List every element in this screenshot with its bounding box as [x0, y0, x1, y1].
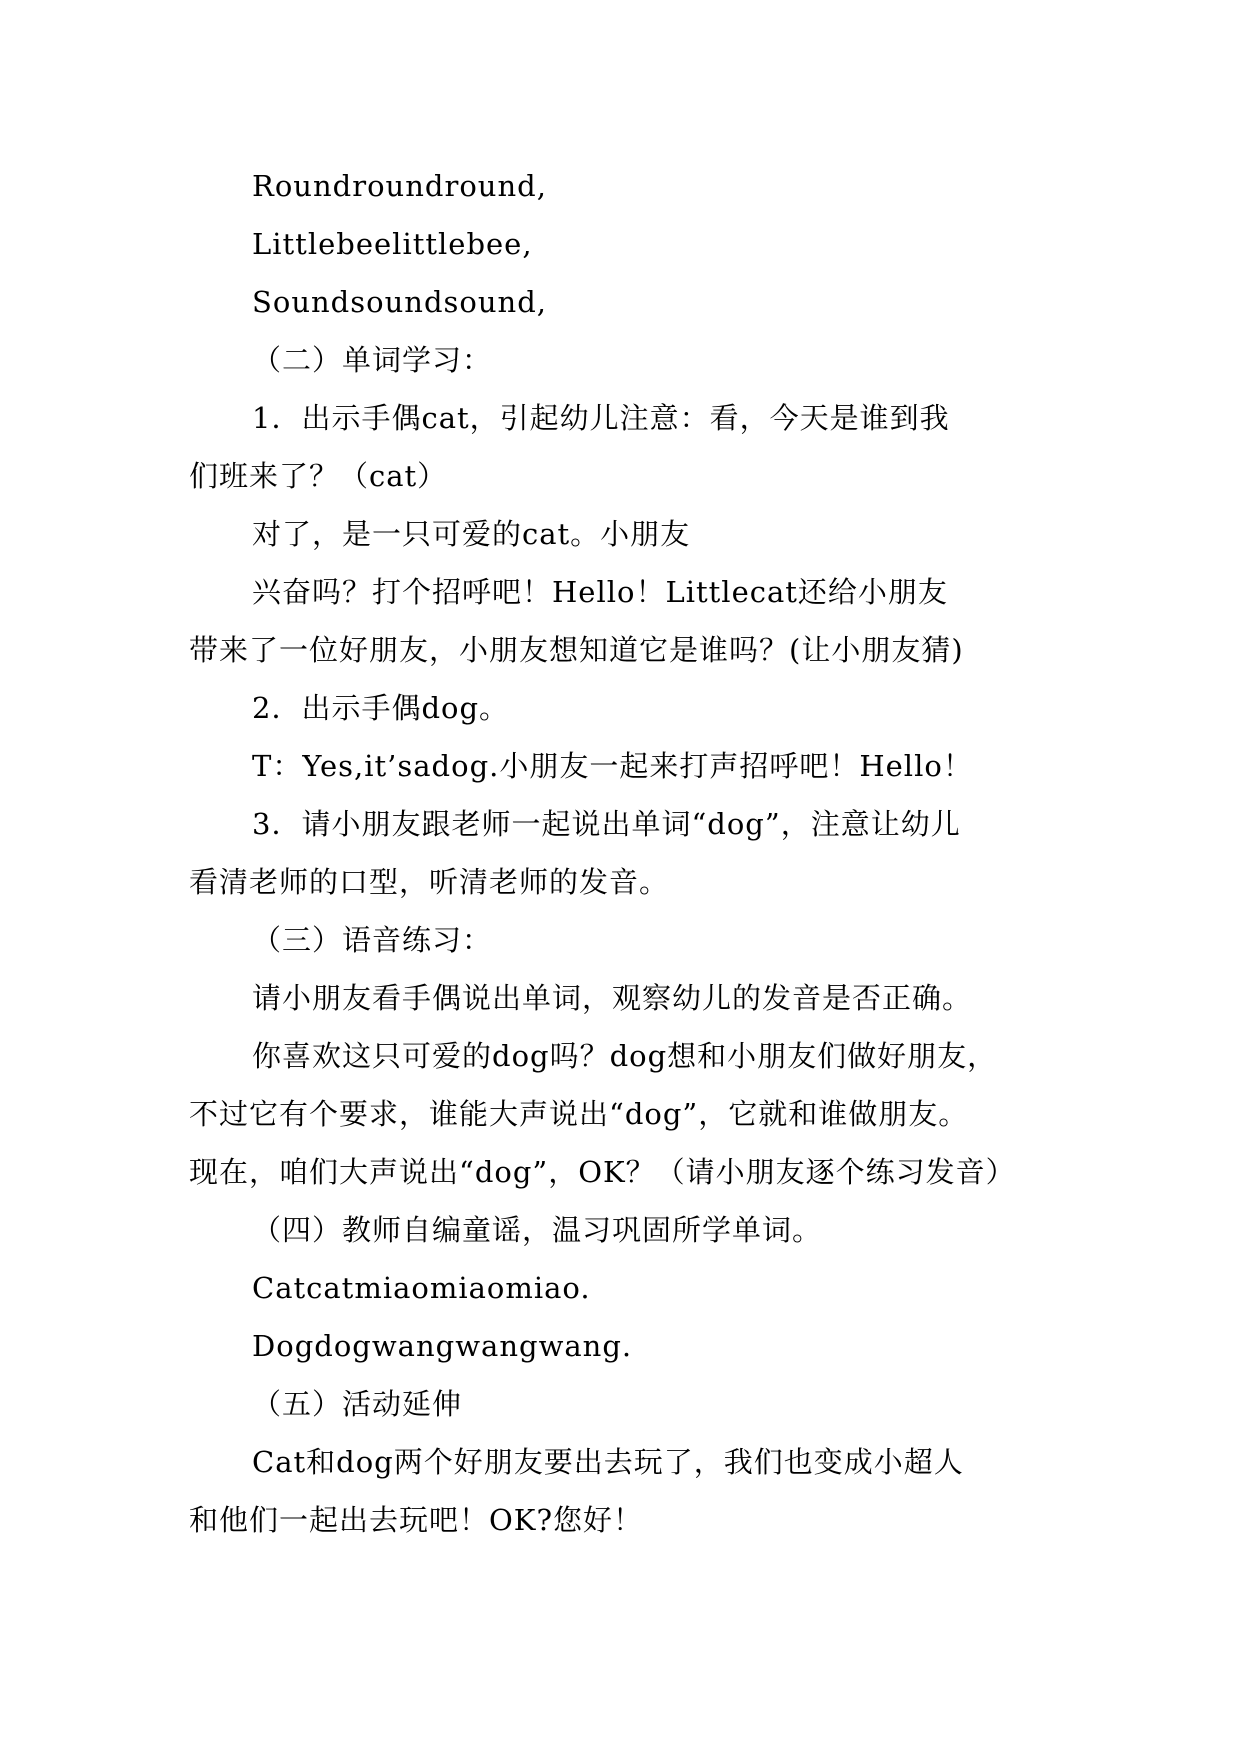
- paragraph-line: Catcatmiaomiaomiao.: [252, 1271, 591, 1305]
- paragraph-line: 1．出示手偶cat，引起幼儿注意：看，今天是谁到我: [252, 401, 950, 435]
- paragraph-line: 2．出示手偶dog。: [252, 691, 510, 725]
- paragraph-line: Littlebeelittlebee,: [252, 227, 533, 261]
- section-heading: （三）语音练习：: [252, 923, 493, 957]
- paragraph-line: 带来了一位好朋友，小朋友想知道它是谁吗？(让小朋友猜): [189, 633, 964, 667]
- paragraph-line: Dogdogwangwangwang.: [252, 1329, 633, 1363]
- section-heading: （四）教师自编童谣，温习巩固所学单词。: [252, 1213, 823, 1247]
- paragraph-line: Roundroundround,: [252, 169, 547, 203]
- paragraph-line: 们班来了？（cat）: [189, 459, 448, 493]
- paragraph-line: 看清老师的口型，听清老师的发音。: [189, 865, 670, 899]
- paragraph-line: Soundsoundsound,: [252, 285, 547, 319]
- paragraph-line: 和他们一起出去玩吧！OK?您好！: [189, 1503, 643, 1537]
- paragraph-line: 你喜欢这只可爱的dog吗？dog想和小朋友们做好朋友，: [252, 1039, 998, 1073]
- paragraph-line: 请小朋友看手偶说出单词，观察幼儿的发音是否正确。: [252, 981, 973, 1015]
- paragraph-line: T：Yes,it’sadog.小朋友一起来打声招呼吧！Hello！: [252, 749, 973, 783]
- paragraph-line: 兴奋吗？打个招呼吧！Hello！Littlecat还给小朋友: [252, 575, 948, 609]
- paragraph-line: 对了，是一只可爱的cat。小朋友: [252, 517, 691, 551]
- paragraph-line: 现在，咱们大声说出“dog”，OK？（请小朋友逐个练习发音）: [189, 1155, 1016, 1189]
- paragraph-line: 不过它有个要求，谁能大声说出“dog”，它就和谁做朋友。: [189, 1097, 969, 1131]
- section-heading: （五）活动延伸: [252, 1387, 463, 1421]
- document-body: [189, 157, 1069, 1549]
- paragraph-line: 3．请小朋友跟老师一起说出单词“dog”，注意让幼儿: [252, 807, 961, 841]
- section-heading: （二）单词学习：: [252, 343, 493, 377]
- paragraph-line: Cat和dog两个好朋友要出去玩了，我们也变成小超人: [252, 1445, 964, 1479]
